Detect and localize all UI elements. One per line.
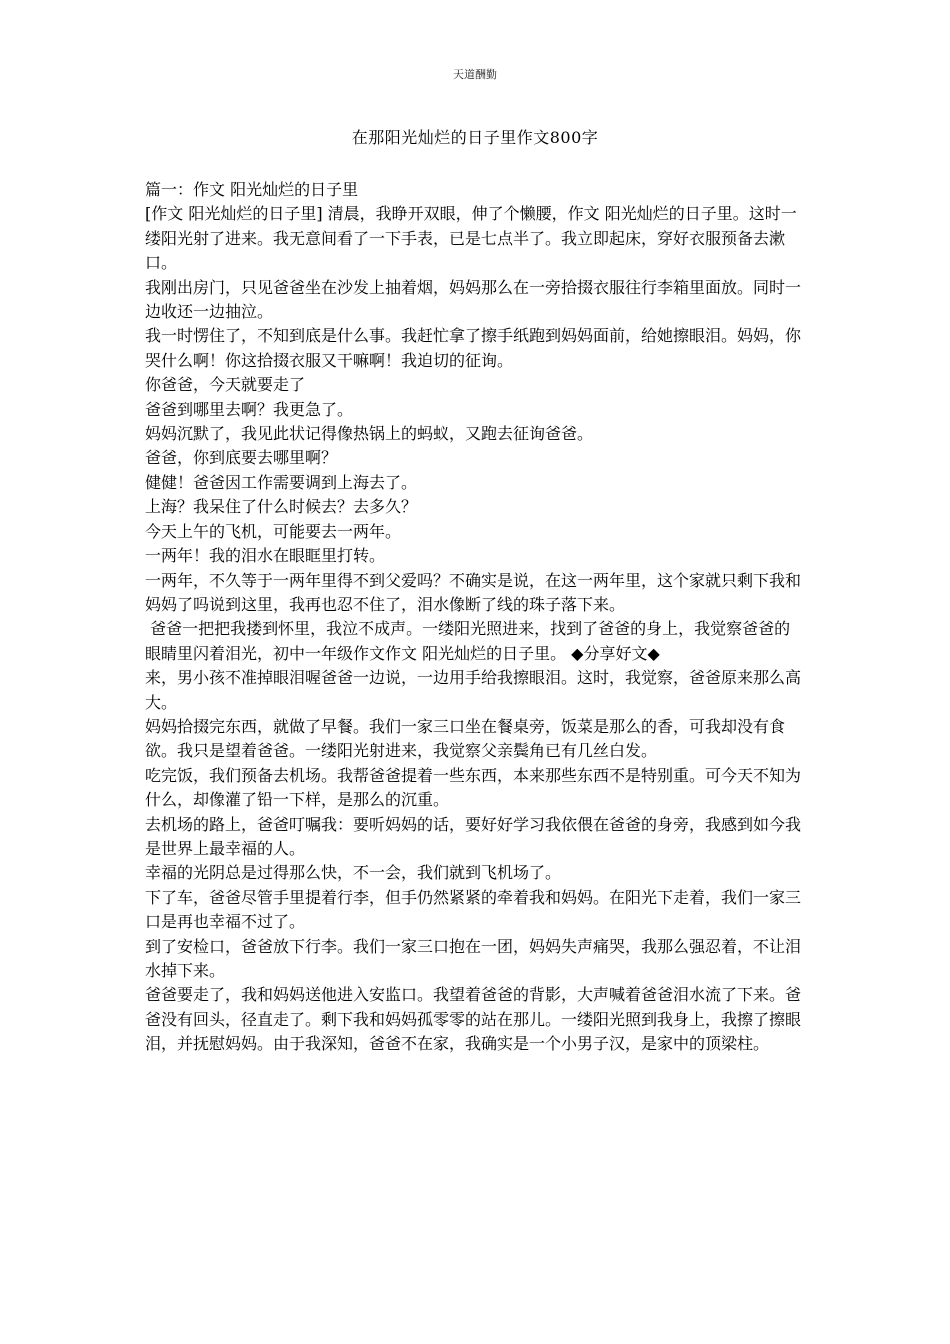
paragraph-1: [作文 阳光灿烂的日子里] 清晨，我睁开双眼，伸了个懒腰，作文 阳光灿烂的日子里。这时一缕阳光射了进来。我无意间看了一下手表，已是七点半了。我立即起床，穿好衣服预备去漱口。 (145, 204, 797, 273)
paragraph-13: 爸爸一把把我搂到怀里，我泣不成声。一缕阳光照进来，找到了爸爸的身上，我觉察爸爸的眼睛里闪着泪光，初中一年级作文作文 阳光灿烂的日子里。 ◆分享好文◆ (145, 619, 791, 663)
paragraph-7: 爸爸，你到底要去哪里啊？ (145, 448, 338, 468)
paragraph-19: 下了车，爸爸尽管手里提着行李，但手仍然紧紧的牵着我和妈妈。在阳光下走着，我们一家三口是再也幸福不过了。 (145, 887, 802, 932)
document-title: 在那阳光灿烂的日子里作文800字 (351, 128, 599, 147)
paragraph-10: 今天上午的飞机，可能要去一两年。 (145, 521, 402, 541)
paragraph-9: 上海？我呆住了什么时候去？去多久？ (145, 497, 418, 517)
paragraph-6: 妈妈沉默了，我见此状记得像热锅上的蚂蚁，又跑去征询爸爸。 (145, 424, 594, 444)
paragraph-4: 你爸爸，今天就要走了 (145, 375, 306, 395)
paragraph-12: 一两年，不久等于一两年里得不到父爱吗？不确实是说，在这一两年里，这个家就只剩下我和妈妈了吗说到这里，我再也忍不住了，泪水像断了线的珠子落下来。 (145, 570, 802, 614)
paragraph-2: 我刚出房门，只见爸爸坐在沙发上抽着烟，妈妈那么在一旁拾掇衣服往行李箱里面放。同时一边收还一边抽泣。 (145, 277, 802, 322)
paragraph-15: 妈妈拾掇完东西，就做了早餐。我们一家三口坐在餐桌旁，饭菜是那么的香，可我却没有食欲。我只是望着爸爸。一缕阳光射进来，我觉察父亲鬓角已有几丝白发。 (145, 716, 786, 761)
paragraph-11: 一两年！我的泪水在眼眶里打转。 (145, 546, 386, 566)
paragraph-17: 去机场的路上，爸爸叮嘱我：要听妈妈的话，要好好学习我依偎在爸爸的身旁，我感到如今我是世界上最幸福的人。 (145, 814, 802, 858)
paragraph-5: 爸爸到哪里去啊？我更急了。 (145, 399, 354, 419)
paragraph-8: 健健！爸爸因工作需要调到上海去了。 (145, 472, 418, 492)
paragraph-3: 我一时愣住了，不知到底是什么事。我赶忙拿了擦手纸跑到妈妈面前，给她擦眼泪。妈妈，你哭什么啊！你这拾掇衣服又干嘛啊！我迫切的征询。 (145, 326, 802, 370)
paragraph-21: 爸爸要走了，我和妈妈送他进入安监口。我望着爸爸的背影，大声喊着爸爸泪水流了下来。爸爸没有回头，径直走了。剩下我和妈妈孤零零的站在那儿。一缕阳光照到我身上，我擦了擦眼泪，并抚慰妈妈。由于我深知，爸爸不在家，我确实是一个小男子汉，是家中的顶梁柱。 (145, 985, 802, 1054)
document-body (145, 178, 805, 1057)
section-heading: 篇一：作文 阳光灿烂的日子里 (145, 180, 359, 199)
paragraph-16: 吃完饭，我们预备去机场。我帮爸爸提着一些东西，本来那些东西不是特别重。可今天不知为什么，却像灌了铅一下样，是那么的沉重。 (145, 765, 802, 810)
paragraph-14: 来，男小孩不准掉眼泪喔爸爸一边说，一边用手给我擦眼泪。这时，我觉察，爸爸原来那么高大。 (145, 668, 802, 712)
paragraph-20: 到了安检口，爸爸放下行李。我们一家三口抱在一团，妈妈失声痛哭，我那么强忍着，不让泪水掉下来。 (145, 936, 802, 980)
paragraph-18: 幸福的光阴总是过得那么快，不一会，我们就到飞机场了。 (145, 863, 562, 883)
page-header: 天道酬勤 (453, 68, 497, 81)
